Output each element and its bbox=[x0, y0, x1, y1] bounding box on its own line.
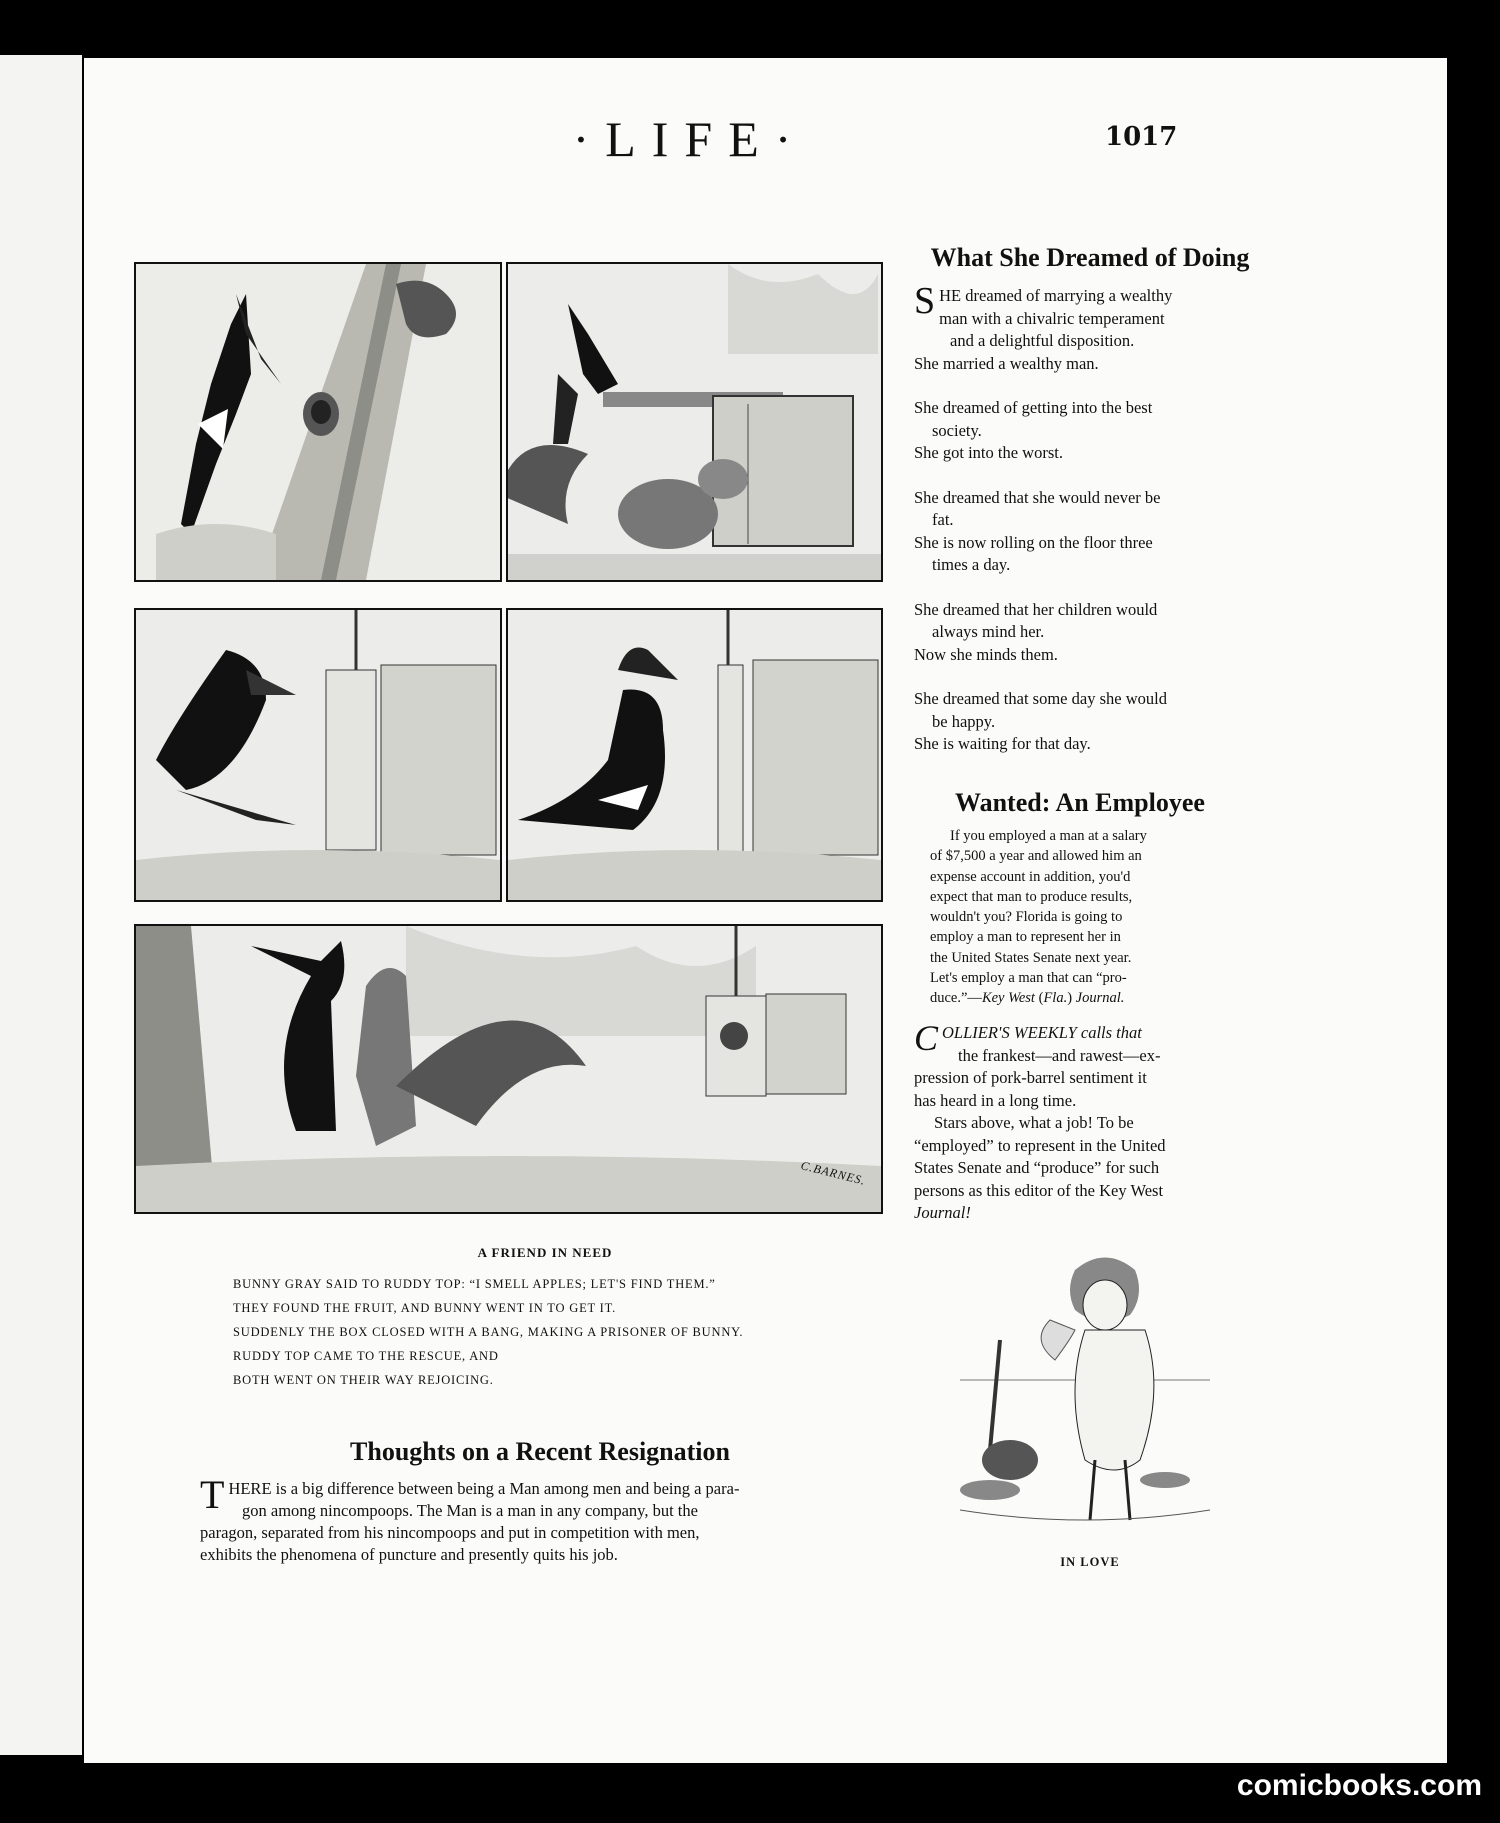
text-line: has heard in a long time. bbox=[914, 1090, 1077, 1110]
text-line: the United States Senate next year. bbox=[930, 949, 1132, 966]
text-line: man with a chivalric temperament bbox=[939, 308, 1165, 328]
text-line: expense account in addition, you'd bbox=[930, 868, 1131, 885]
dropcap: T bbox=[200, 1472, 225, 1517]
wanted-article bbox=[930, 826, 1228, 1009]
text-line: pression of pork-barrel sentiment it bbox=[914, 1068, 1147, 1087]
text-line: COLLIER'S WEEKLY calls that bbox=[914, 1018, 1142, 1058]
comic-panel-1 bbox=[134, 262, 502, 582]
text-line: wouldn't you? Florida is going to bbox=[930, 909, 1123, 926]
text-line: She dreamed that some day she would bbox=[914, 689, 1167, 708]
comic-caption bbox=[233, 1272, 873, 1392]
cupid-drawing bbox=[960, 1250, 1210, 1550]
text-line: fat. bbox=[932, 510, 954, 529]
artist-signature: C.BARNES. bbox=[799, 1158, 868, 1188]
text-line: She is now rolling on the floor three bbox=[914, 532, 1153, 552]
text-line: If you employed a man at a salary bbox=[950, 828, 1147, 844]
text-line: She dreamed that she would never be bbox=[914, 487, 1161, 507]
text-line: HE dreamed of marrying a wealthy bbox=[939, 286, 1173, 305]
comic-panel-3 bbox=[134, 608, 502, 902]
comic-panel-4 bbox=[506, 608, 883, 902]
text-line: exhibits the phenomena of puncture and presently quits his job. bbox=[200, 1545, 618, 1564]
facing-page-edge bbox=[0, 55, 82, 1755]
text-line: duce.”—Key West (Fla.) Journal. bbox=[930, 990, 1125, 1007]
text-line: She dreamed of getting into the best bbox=[914, 398, 1153, 417]
squirrel-box-illustration bbox=[508, 264, 881, 580]
caption-line: BOTH WENT ON THEIR WAY REJOICING. bbox=[233, 1373, 494, 1387]
masthead: ·LIFE· bbox=[572, 111, 808, 167]
text-line: Journal! bbox=[914, 1203, 971, 1222]
colliers-article bbox=[914, 1018, 1246, 1225]
text-line: expect that man to produce results, bbox=[930, 888, 1133, 905]
text-line: and a delightful disposition. bbox=[950, 331, 1135, 350]
text-line: gon among nincompoops. The Man is a man in any company, but the bbox=[242, 1501, 698, 1520]
text-line: society. bbox=[932, 420, 982, 440]
text-line: She dreamed that her children would bbox=[914, 599, 1158, 619]
text-line: Stars above, what a job! To be bbox=[934, 1113, 1134, 1132]
text-line: She married a wealthy man. bbox=[914, 353, 1099, 373]
woodpecker-tree-illustration bbox=[136, 264, 500, 580]
woodpecker-pecking-illustration bbox=[508, 610, 881, 900]
woodpecker-struck-illustration bbox=[136, 610, 500, 900]
text-line: of $7,500 a year and allowed him an bbox=[930, 848, 1142, 865]
dreamed-heading: What She Dreamed of Doing bbox=[930, 243, 1250, 272]
dropcap: C bbox=[914, 1018, 939, 1058]
caption-line: THEY FOUND THE FRUIT, AND BUNNY WENT IN TO GET IT. bbox=[233, 1301, 617, 1315]
site-watermark: comicbooks.com bbox=[1236, 1769, 1482, 1802]
page-number: 1017 bbox=[1105, 122, 1178, 152]
dropcap: S bbox=[914, 280, 936, 322]
friends-rejoicing-illustration bbox=[136, 926, 881, 1212]
cupid-illustration bbox=[960, 1250, 1210, 1550]
text-line: times a day. bbox=[932, 555, 1011, 574]
caption-line: BUNNY GRAY SAID TO RUDDY TOP: “I SMELL APPLES; LET'S FIND THEM.” bbox=[233, 1277, 716, 1291]
text-line: persons as this editor of the Key West bbox=[914, 1180, 1164, 1200]
caption-line: SUDDENLY THE BOX CLOSED WITH A BANG, MAKING A PRISONER OF BUNNY. bbox=[233, 1325, 744, 1339]
wanted-heading: Wanted: An Employee bbox=[955, 788, 1205, 817]
cupid-caption: IN LOVE bbox=[1060, 1555, 1120, 1569]
comic-panel-2 bbox=[506, 262, 883, 582]
text-line: Let's employ a man that can “pro- bbox=[930, 970, 1127, 987]
text-line: THERE is a big difference between being a Man among men and being a para- bbox=[200, 1472, 740, 1517]
dreamed-article bbox=[914, 280, 1246, 778]
text-line: She got into the worst. bbox=[914, 443, 1063, 462]
text-line: Now she minds them. bbox=[914, 644, 1058, 664]
text-line: paragon, separated from his nincompoops and put in competition with men, bbox=[200, 1523, 700, 1542]
comic-caption-title: A FRIEND IN NEED bbox=[477, 1245, 613, 1260]
text-line: the frankest—and rawest—ex- bbox=[958, 1045, 1161, 1065]
resignation-article bbox=[200, 1472, 886, 1566]
text-line: employ a man to represent her in bbox=[930, 929, 1121, 946]
text-line: always mind her. bbox=[932, 622, 1045, 641]
comic-panel-5 bbox=[134, 924, 883, 1214]
text-line: She is waiting for that day. bbox=[914, 734, 1091, 753]
text-line: “employed” to represent in the United bbox=[914, 1135, 1166, 1155]
text-line: States Senate and “produce” for such bbox=[914, 1158, 1160, 1177]
caption-line: RUDDY TOP CAME TO THE RESCUE, AND bbox=[233, 1349, 499, 1363]
resignation-heading: Thoughts on a Recent Resignation bbox=[350, 1437, 730, 1466]
text-line: be happy. bbox=[932, 711, 996, 731]
